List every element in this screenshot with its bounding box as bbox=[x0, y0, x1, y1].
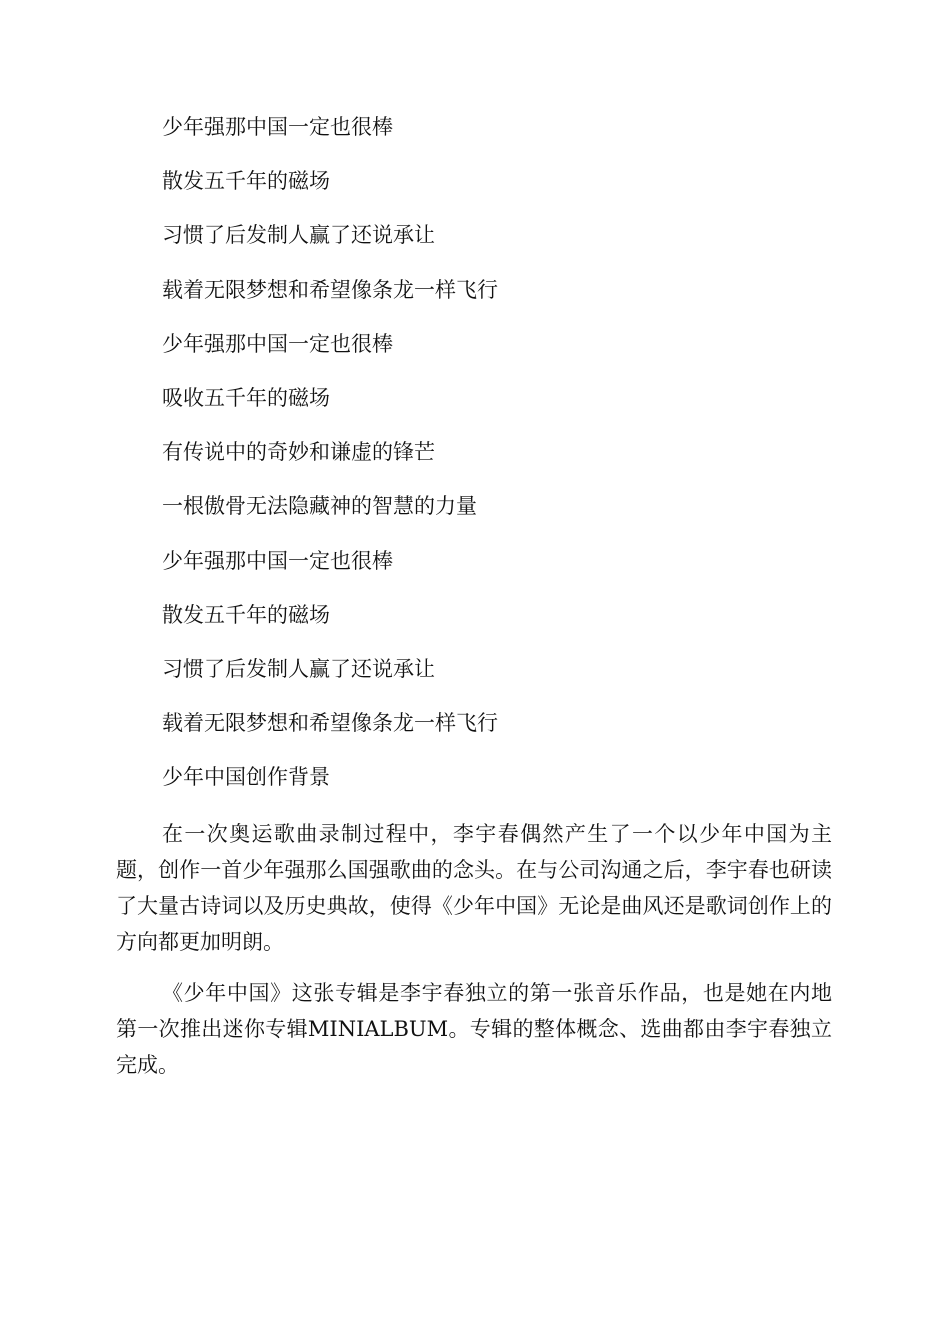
lyrics-list bbox=[162, 112, 842, 816]
lyric-line: 习惯了后发制人赢了还说承让 bbox=[162, 223, 435, 248]
lyric-line: 少年强那中国一定也很棒 bbox=[162, 331, 393, 356]
body-text bbox=[116, 816, 832, 1098]
lyric-line: 少年强那中国一定也很棒 bbox=[162, 548, 393, 573]
lyric-line: 吸收五千年的磁场 bbox=[162, 385, 330, 410]
lyric-line: 一根傲骨无法隐藏神的智慧的力量 bbox=[162, 494, 477, 519]
background-paragraph: 在一次奥运歌曲录制过程中，李宇春偶然产生了一个以少年中国为主题，创作一首少年强那么国强歌曲的念头。在与公司沟通之后，李宇春也研读了大量古诗词以及历史典故，使得《少年中国》无论是曲风还是歌词创作上的方向都更加明朗。 bbox=[116, 822, 832, 954]
lyric-line: 少年强那中国一定也很棒 bbox=[162, 115, 393, 139]
lyric-line: 习惯了后发制人赢了还说承让 bbox=[162, 656, 435, 681]
lyric-line: 散发五千年的磁场 bbox=[162, 169, 330, 194]
album-paragraph: 《少年中国》这张专辑是李宇春独立的第一张音乐作品，也是她在内地第一次推出迷你专辑MINIALBUM。专辑的整体概念、选曲都由李宇春独立完成。 bbox=[116, 981, 832, 1077]
lyric-line: 散发五千年的磁场 bbox=[162, 602, 330, 627]
lyric-line: 载着无限梦想和希望像条龙一样飞行 bbox=[162, 277, 498, 302]
lyric-line: 载着无限梦想和希望像条龙一样飞行 bbox=[162, 711, 498, 736]
lyric-line: 有传说中的奇妙和谦虚的锋芒 bbox=[162, 440, 435, 465]
section-heading: 少年中国创作背景 bbox=[162, 765, 330, 790]
